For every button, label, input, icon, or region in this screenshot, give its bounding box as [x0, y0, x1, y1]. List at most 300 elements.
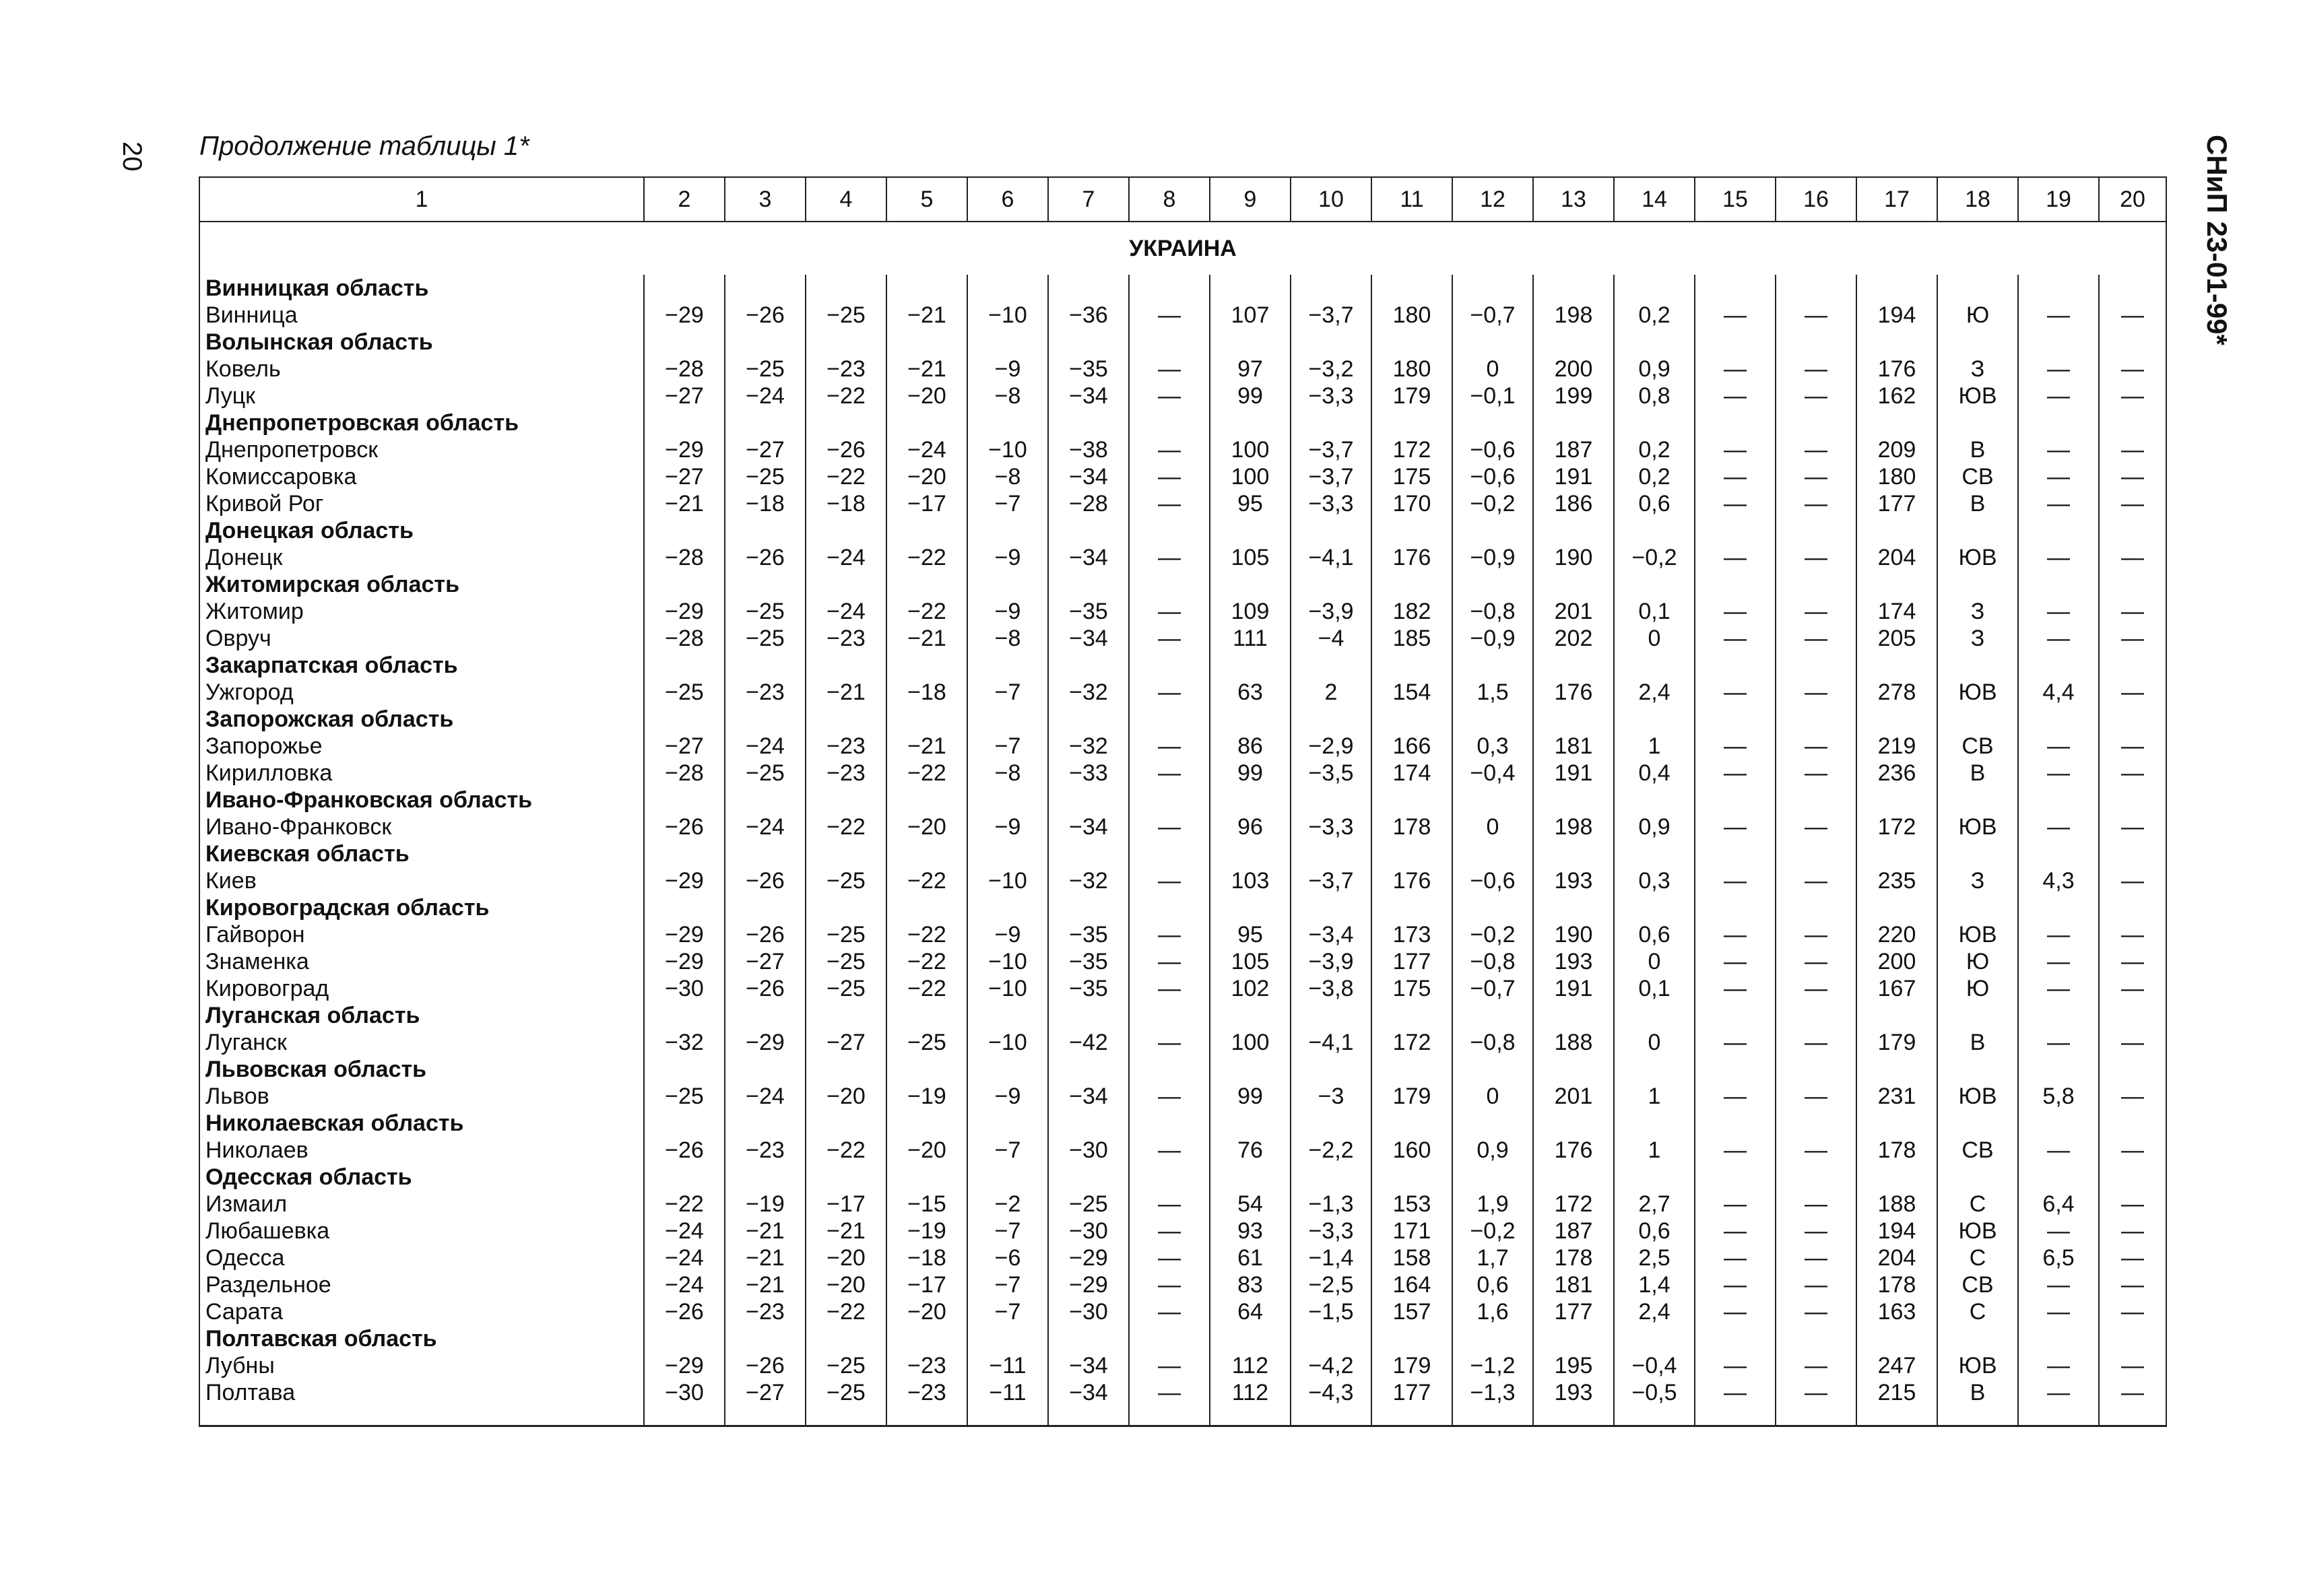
table-cell: −26 [644, 813, 725, 840]
table-cell [1210, 787, 1291, 813]
table-cell: −34 [1048, 1379, 1129, 1406]
table-row [199, 679, 2166, 706]
spacer-cell [1210, 1406, 1291, 1426]
table-cell: 181 [1533, 1271, 1614, 1298]
table-cell: −3,5 [1291, 760, 1371, 787]
table-cell [1210, 571, 1291, 598]
table-cell: 1 [1614, 733, 1695, 760]
table-cell: 193 [1533, 1379, 1614, 1406]
table-cell: −10 [967, 975, 1048, 1002]
table-cell [1371, 894, 1452, 921]
table-cell: 166 [1371, 733, 1452, 760]
table-cell: −3 [1291, 1083, 1371, 1110]
table-cell [967, 571, 1048, 598]
table-cell: −20 [806, 1083, 886, 1110]
table-cell: 0,2 [1614, 302, 1695, 329]
table-cell: 201 [1533, 1083, 1614, 1110]
table-cell: — [1129, 760, 1210, 787]
table-cell: С [1937, 1298, 2018, 1325]
table-cell: 204 [1856, 544, 1937, 571]
table-cell: ЮВ [1937, 1352, 2018, 1379]
table-cell: −42 [1048, 1029, 1129, 1056]
table-cell: −22 [886, 760, 967, 787]
table-cell [1129, 275, 1210, 302]
table-cell: 1,4 [1614, 1271, 1695, 1298]
table-cell: 64 [1210, 1298, 1291, 1325]
table-cell: −10 [967, 436, 1048, 463]
table-cell [806, 1110, 886, 1137]
table-row [199, 1271, 2166, 1298]
table-cell: 190 [1533, 921, 1614, 948]
table-cell: 76 [1210, 1137, 1291, 1164]
table-cell [2099, 787, 2166, 813]
table-cell: 1,6 [1452, 1298, 1533, 1325]
column-header-3: 3 [725, 177, 806, 222]
table-cell: — [1776, 975, 1856, 1002]
table-cell: −24 [725, 383, 806, 409]
table-cell: СВ [1937, 733, 2018, 760]
table-cell: −20 [886, 463, 967, 490]
table-cell: — [1129, 679, 1210, 706]
table-cell: −4,1 [1291, 544, 1371, 571]
table-cell: 103 [1210, 867, 1291, 894]
table-cell [1210, 1325, 1291, 1352]
table-cell: −25 [806, 1352, 886, 1379]
station-name: Кирилловка [199, 760, 644, 787]
table-cell [1937, 840, 2018, 867]
spacer-cell [1291, 1406, 1371, 1426]
column-header-8: 8 [1129, 177, 1210, 222]
table-cell: — [1695, 625, 1776, 652]
table-cell [2099, 517, 2166, 544]
region-name: Запорожская область [199, 706, 644, 733]
table-cell: −22 [886, 948, 967, 975]
table-cell [2018, 409, 2099, 436]
table-cell: 0,8 [1614, 383, 1695, 409]
table-cell: — [1695, 1244, 1776, 1271]
table-cell [967, 652, 1048, 679]
table-cell: 4,4 [2018, 679, 2099, 706]
table-row [199, 383, 2166, 409]
table-cell [1937, 652, 2018, 679]
table-cell [1452, 652, 1533, 679]
table-row [199, 463, 2166, 490]
table-cell [1210, 840, 1291, 867]
table-cell [1129, 652, 1210, 679]
table-cell: — [1695, 867, 1776, 894]
table-cell [1048, 329, 1129, 356]
table-cell [1533, 840, 1614, 867]
table-cell: — [2099, 356, 2166, 383]
table-cell: — [1695, 1379, 1776, 1406]
table-cell: — [2099, 302, 2166, 329]
table-cell [1452, 517, 1533, 544]
table-cell: — [1695, 975, 1776, 1002]
table-cell: — [2099, 760, 2166, 787]
table-cell: −11 [967, 1352, 1048, 1379]
table-cell [1129, 1164, 1210, 1191]
table-cell [1695, 1164, 1776, 1191]
table-row [199, 436, 2166, 463]
table-cell: −29 [644, 921, 725, 948]
table-cell [886, 1056, 967, 1083]
region-row [199, 275, 2166, 302]
table-cell [1291, 787, 1371, 813]
table-cell [1210, 1164, 1291, 1191]
table-cell: −29 [644, 302, 725, 329]
table-cell: −35 [1048, 948, 1129, 975]
table-cell [2099, 894, 2166, 921]
table-cell: — [1129, 463, 1210, 490]
table-row [199, 625, 2166, 652]
table-cell: 236 [1856, 760, 1937, 787]
table-cell: — [1776, 1379, 1856, 1406]
table-cell: — [1695, 760, 1776, 787]
table-cell [1452, 840, 1533, 867]
table-cell [1452, 706, 1533, 733]
table-cell [1856, 275, 1937, 302]
table-cell: 180 [1371, 302, 1452, 329]
table-cell: — [1129, 1137, 1210, 1164]
table-cell: −32 [644, 1029, 725, 1056]
table-cell: — [1776, 1298, 1856, 1325]
table-cell [1695, 706, 1776, 733]
table-cell [1695, 840, 1776, 867]
table-cell [644, 652, 725, 679]
table-cell [1776, 409, 1856, 436]
table-cell: 100 [1210, 436, 1291, 463]
table-cell: −19 [886, 1218, 967, 1244]
table-cell [1048, 706, 1129, 733]
table-cell: −17 [886, 490, 967, 517]
table-cell: СВ [1937, 463, 2018, 490]
table-cell [2099, 275, 2166, 302]
table-cell [1533, 652, 1614, 679]
table-cell [1210, 894, 1291, 921]
table-cell [644, 840, 725, 867]
table-cell: −24 [725, 1083, 806, 1110]
station-name: Раздельное [199, 1271, 644, 1298]
table-cell: 0,3 [1614, 867, 1695, 894]
table-cell [1614, 652, 1695, 679]
table-cell: — [1776, 544, 1856, 571]
table-row [199, 1218, 2166, 1244]
table-cell: −9 [967, 356, 1048, 383]
table-cell: −4,1 [1291, 1029, 1371, 1056]
table-cell: −21 [886, 625, 967, 652]
table-cell: 105 [1210, 948, 1291, 975]
table-cell: −25 [725, 598, 806, 625]
table-cell: 180 [1856, 463, 1937, 490]
table-cell [967, 787, 1048, 813]
table-cell: −32 [1048, 867, 1129, 894]
table-cell [1776, 1110, 1856, 1137]
table-cell: −36 [1048, 302, 1129, 329]
spacer-cell [1452, 1406, 1533, 1426]
region-name: Ивано-Франковская область [199, 787, 644, 813]
table-cell: 179 [1371, 1083, 1452, 1110]
table-cell: 99 [1210, 1083, 1291, 1110]
table-cell: — [2018, 1379, 2099, 1406]
table-cell: −0,1 [1452, 383, 1533, 409]
table-cell: −0,2 [1452, 1218, 1533, 1244]
table-cell: 200 [1533, 356, 1614, 383]
table-cell [2099, 1325, 2166, 1352]
table-cell [1210, 706, 1291, 733]
spacer-cell [1937, 1406, 2018, 1426]
table-cell [1776, 787, 1856, 813]
table-cell: −0,9 [1452, 625, 1533, 652]
table-cell: −34 [1048, 813, 1129, 840]
table-cell: −3,4 [1291, 921, 1371, 948]
table-cell: — [2099, 1137, 2166, 1164]
table-cell [967, 275, 1048, 302]
table-cell: −0,8 [1452, 1029, 1533, 1056]
column-header-15: 15 [1695, 177, 1776, 222]
station-name: Днепропетровск [199, 436, 644, 463]
table-cell: −25 [806, 1379, 886, 1406]
table-cell: 167 [1856, 975, 1937, 1002]
table-cell: — [2018, 1298, 2099, 1325]
table-cell: −30 [1048, 1218, 1129, 1244]
table-cell: 176 [1371, 544, 1452, 571]
table-cell [967, 1110, 1048, 1137]
table-cell: — [2099, 1218, 2166, 1244]
table-cell [1291, 1056, 1371, 1083]
table-cell [644, 1002, 725, 1029]
table-cell: 109 [1210, 598, 1291, 625]
table-cell: 247 [1856, 1352, 1937, 1379]
table-cell: — [2099, 598, 2166, 625]
table-cell: −26 [725, 975, 806, 1002]
table-cell: 179 [1371, 1352, 1452, 1379]
table-cell: −28 [644, 760, 725, 787]
table-cell: −21 [725, 1218, 806, 1244]
table-cell [1048, 517, 1129, 544]
table-cell [1291, 329, 1371, 356]
table-cell: 190 [1533, 544, 1614, 571]
table-cell: −23 [725, 679, 806, 706]
table-cell [1856, 706, 1937, 733]
table-cell: — [1776, 1218, 1856, 1244]
table-cell [1695, 409, 1776, 436]
region-name: Луганская область [199, 1002, 644, 1029]
table-cell [1048, 787, 1129, 813]
table-cell: −22 [886, 598, 967, 625]
column-header-2: 2 [644, 177, 725, 222]
table-cell [1291, 571, 1371, 598]
table-cell [725, 409, 806, 436]
table-cell: — [2018, 921, 2099, 948]
table-cell: 175 [1371, 975, 1452, 1002]
table-cell: — [1129, 1244, 1210, 1271]
table-cell: −28 [644, 625, 725, 652]
table-cell: — [1129, 867, 1210, 894]
table-cell: 0,6 [1614, 490, 1695, 517]
table-cell [1371, 706, 1452, 733]
table-cell: — [2099, 625, 2166, 652]
station-name: Киев [199, 867, 644, 894]
table-cell [886, 1325, 967, 1352]
table-cell: 95 [1210, 490, 1291, 517]
region-row [199, 706, 2166, 733]
table-cell: 172 [1533, 1191, 1614, 1218]
table-cell: — [2018, 1218, 2099, 1244]
table-cell [725, 1110, 806, 1137]
station-name: Кировоград [199, 975, 644, 1002]
table-cell [2018, 329, 2099, 356]
region-row [199, 840, 2166, 867]
table-cell [1937, 706, 2018, 733]
table-cell: 0 [1452, 1083, 1533, 1110]
table-cell: −1,4 [1291, 1244, 1371, 1271]
table-cell [1856, 329, 1937, 356]
table-cell [1776, 840, 1856, 867]
table-cell: −3,8 [1291, 975, 1371, 1002]
table-cell: 209 [1856, 436, 1937, 463]
table-cell: 0,2 [1614, 463, 1695, 490]
table-cell: — [2018, 490, 2099, 517]
table-cell: — [1695, 356, 1776, 383]
table-cell: −9 [967, 921, 1048, 948]
table-cell: −2,9 [1291, 733, 1371, 760]
table-cell: — [2099, 1191, 2166, 1218]
table-cell: −30 [1048, 1298, 1129, 1325]
table-cell: −21 [725, 1271, 806, 1298]
table-cell: −19 [725, 1191, 806, 1218]
table-cell [644, 275, 725, 302]
table-cell: −25 [725, 625, 806, 652]
table-cell [967, 329, 1048, 356]
table-cell: −4,2 [1291, 1352, 1371, 1379]
table-cell: −10 [967, 1029, 1048, 1056]
spacer-cell [644, 1406, 725, 1426]
table-cell: −7 [967, 679, 1048, 706]
table-cell [1048, 840, 1129, 867]
table-cell [2099, 409, 2166, 436]
column-header-1: 1 [199, 177, 644, 222]
table-cell: 63 [1210, 679, 1291, 706]
table-cell: — [2099, 436, 2166, 463]
table-cell: ЮВ [1937, 679, 2018, 706]
table-cell: 93 [1210, 1218, 1291, 1244]
table-cell: −1,2 [1452, 1352, 1533, 1379]
table-cell [2099, 1002, 2166, 1029]
table-cell [886, 840, 967, 867]
table-cell: 0,9 [1614, 813, 1695, 840]
table-cell [1129, 840, 1210, 867]
table-cell: −25 [806, 867, 886, 894]
table-cell: −22 [886, 975, 967, 1002]
table-cell: 6,4 [2018, 1191, 2099, 1218]
table-cell [1048, 894, 1129, 921]
table-cell: −25 [725, 463, 806, 490]
table-cell: — [1129, 302, 1210, 329]
table-cell: — [1129, 1191, 1210, 1218]
table-cell [967, 409, 1048, 436]
table-cell: — [1695, 1029, 1776, 1056]
table-cell [725, 517, 806, 544]
table-cell: −29 [1048, 1271, 1129, 1298]
table-cell [806, 1164, 886, 1191]
region-row [199, 409, 2166, 436]
table-cell [1291, 840, 1371, 867]
table-cell [1614, 1002, 1695, 1029]
column-header-9: 9 [1210, 177, 1291, 222]
table-cell: — [1695, 1298, 1776, 1325]
table-cell [1452, 1056, 1533, 1083]
table-cell: −10 [967, 948, 1048, 975]
table-cell: −0,9 [1452, 544, 1533, 571]
table-cell: 178 [1371, 813, 1452, 840]
table-cell [725, 787, 806, 813]
table-cell: — [2099, 1244, 2166, 1271]
table-cell: — [1776, 1352, 1856, 1379]
table-cell [2018, 894, 2099, 921]
table-cell: — [1129, 1298, 1210, 1325]
station-name: Комиссаровка [199, 463, 644, 490]
table-cell: 163 [1856, 1298, 1937, 1325]
station-name: Житомир [199, 598, 644, 625]
table-cell: −29 [725, 1029, 806, 1056]
table-cell [1129, 1110, 1210, 1137]
table-cell: −22 [886, 867, 967, 894]
table-row [199, 598, 2166, 625]
table-cell [1856, 652, 1937, 679]
table-cell: — [1129, 975, 1210, 1002]
table-cell: 1 [1614, 1083, 1695, 1110]
table-cell: 198 [1533, 813, 1614, 840]
table-cell [644, 329, 725, 356]
table-cell [1210, 275, 1291, 302]
table-cell: З [1937, 867, 2018, 894]
table-cell: — [1129, 598, 1210, 625]
table-cell: −0,6 [1452, 867, 1533, 894]
table-cell: −24 [644, 1244, 725, 1271]
table-cell: 0,6 [1614, 921, 1695, 948]
column-header-19: 19 [2018, 177, 2099, 222]
table-cell: — [2099, 1379, 2166, 1406]
table-cell: — [1695, 1137, 1776, 1164]
table-cell [806, 409, 886, 436]
table-cell [806, 517, 886, 544]
station-name: Луганск [199, 1029, 644, 1056]
table-cell: 202 [1533, 625, 1614, 652]
table-cell: −21 [644, 490, 725, 517]
table-cell: — [2099, 679, 2166, 706]
station-name: Ивано-Франковск [199, 813, 644, 840]
table-cell: 170 [1371, 490, 1452, 517]
table-cell: 1,7 [1452, 1244, 1533, 1271]
table-cell: В [1937, 436, 2018, 463]
table-row [199, 760, 2166, 787]
table-cell: 172 [1371, 1029, 1452, 1056]
table-cell: — [1695, 921, 1776, 948]
table-cell: — [2018, 1029, 2099, 1056]
table-cell [886, 652, 967, 679]
table-cell [1533, 1110, 1614, 1137]
table-cell: −25 [806, 921, 886, 948]
table-cell [806, 787, 886, 813]
table-cell: 201 [1533, 598, 1614, 625]
table-cell: −23 [725, 1298, 806, 1325]
table-cell: — [2099, 1029, 2166, 1056]
table-cell: −20 [886, 383, 967, 409]
table-cell [1856, 894, 1937, 921]
column-header-6: 6 [967, 177, 1048, 222]
table-cell: — [1695, 679, 1776, 706]
table-cell: 0,9 [1452, 1137, 1533, 1164]
